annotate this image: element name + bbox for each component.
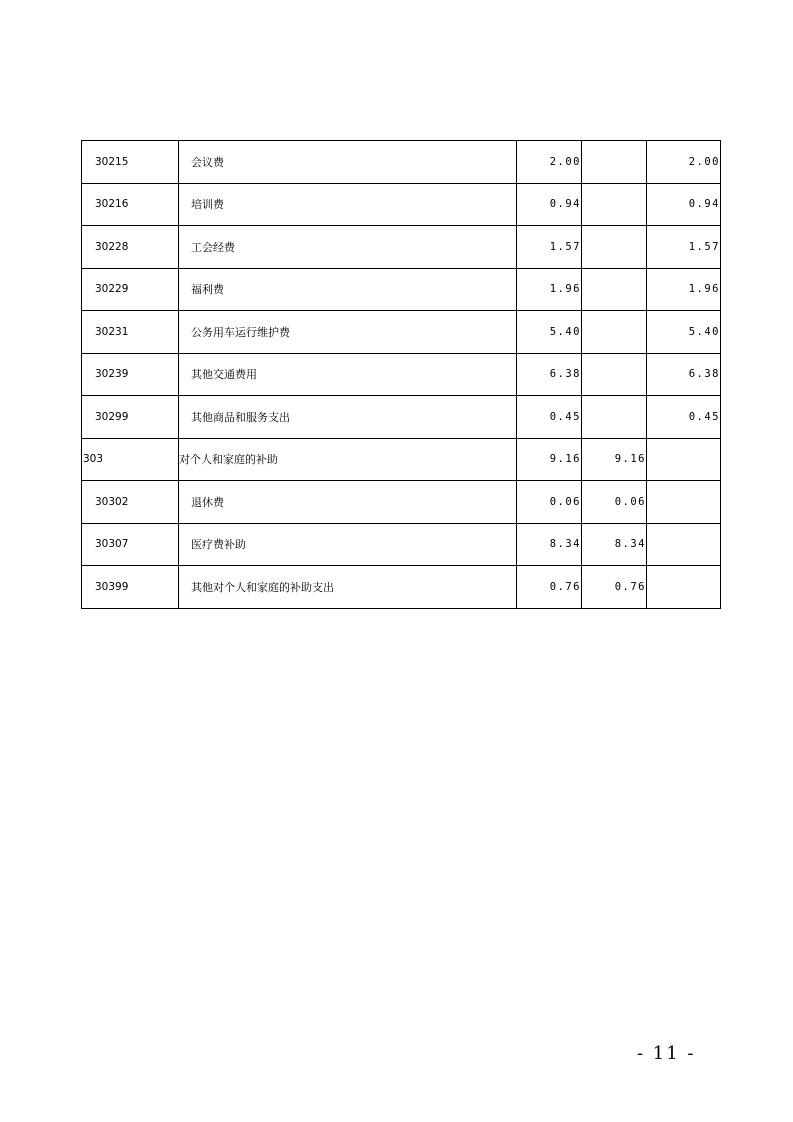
basic-expenditure-cell (582, 311, 647, 354)
subject-code-cell: 30231 (82, 311, 179, 354)
total-cell: 0.06 (517, 481, 582, 524)
total-cell: 1.57 (517, 226, 582, 269)
total-cell: 0.94 (517, 183, 582, 226)
expenditure-table (81, 140, 721, 609)
project-expenditure-cell (647, 438, 721, 481)
basic-expenditure-cell: 9.16 (582, 438, 647, 481)
basic-expenditure-cell (582, 396, 647, 439)
project-expenditure-cell: 0.94 (647, 183, 721, 226)
subject-name-cell: 医疗费补助 (179, 523, 517, 566)
basic-expenditure-cell (582, 353, 647, 396)
project-expenditure-cell (647, 481, 721, 524)
subject-name-cell: 会议费 (179, 141, 517, 184)
total-cell: 6.38 (517, 353, 582, 396)
total-cell: 0.45 (517, 396, 582, 439)
table-row (82, 226, 721, 269)
subject-code-cell: 30299 (82, 396, 179, 439)
subject-code-cell: 30302 (82, 481, 179, 524)
basic-expenditure-cell (582, 268, 647, 311)
basic-expenditure-cell (582, 183, 647, 226)
table-body (82, 141, 721, 609)
subject-name-cell: 其他商品和服务支出 (179, 396, 517, 439)
table-row (82, 523, 721, 566)
total-cell: 8.34 (517, 523, 582, 566)
subject-name-cell: 对个人和家庭的补助 (179, 438, 517, 481)
table-row (82, 481, 721, 524)
basic-expenditure-cell (582, 141, 647, 184)
basic-expenditure-cell: 0.76 (582, 566, 647, 609)
table-row (82, 566, 721, 609)
table-row (82, 396, 721, 439)
table-row-category (82, 438, 721, 481)
subject-name-cell: 其他交通费用 (179, 353, 517, 396)
subject-name-cell: 福利费 (179, 268, 517, 311)
subject-code-cell: 30215 (82, 141, 179, 184)
subject-code-cell: 30228 (82, 226, 179, 269)
project-expenditure-cell: 6.38 (647, 353, 721, 396)
subject-code-cell: 30399 (82, 566, 179, 609)
total-cell: 5.40 (517, 311, 582, 354)
table-row (82, 268, 721, 311)
total-cell: 0.76 (517, 566, 582, 609)
table-row (82, 311, 721, 354)
expenditure-table-container (81, 140, 720, 609)
subject-code-cell: 303 (82, 438, 179, 481)
table-row (82, 183, 721, 226)
page-number: - 11 - (637, 1043, 696, 1064)
subject-code-cell: 30229 (82, 268, 179, 311)
total-cell: 1.96 (517, 268, 582, 311)
basic-expenditure-cell: 0.06 (582, 481, 647, 524)
basic-expenditure-cell: 8.34 (582, 523, 647, 566)
subject-name-cell: 其他对个人和家庭的补助支出 (179, 566, 517, 609)
table-row (82, 141, 721, 184)
subject-code-cell: 30239 (82, 353, 179, 396)
subject-name-cell: 工会经费 (179, 226, 517, 269)
subject-code-cell: 30307 (82, 523, 179, 566)
subject-code-cell: 30216 (82, 183, 179, 226)
total-cell: 9.16 (517, 438, 582, 481)
basic-expenditure-cell (582, 226, 647, 269)
project-expenditure-cell (647, 566, 721, 609)
project-expenditure-cell: 2.00 (647, 141, 721, 184)
table-row (82, 353, 721, 396)
project-expenditure-cell: 0.45 (647, 396, 721, 439)
project-expenditure-cell: 1.57 (647, 226, 721, 269)
project-expenditure-cell (647, 523, 721, 566)
total-cell: 2.00 (517, 141, 582, 184)
project-expenditure-cell: 5.40 (647, 311, 721, 354)
subject-name-cell: 公务用车运行维护费 (179, 311, 517, 354)
subject-name-cell: 退休费 (179, 481, 517, 524)
project-expenditure-cell: 1.96 (647, 268, 721, 311)
subject-name-cell: 培训费 (179, 183, 517, 226)
